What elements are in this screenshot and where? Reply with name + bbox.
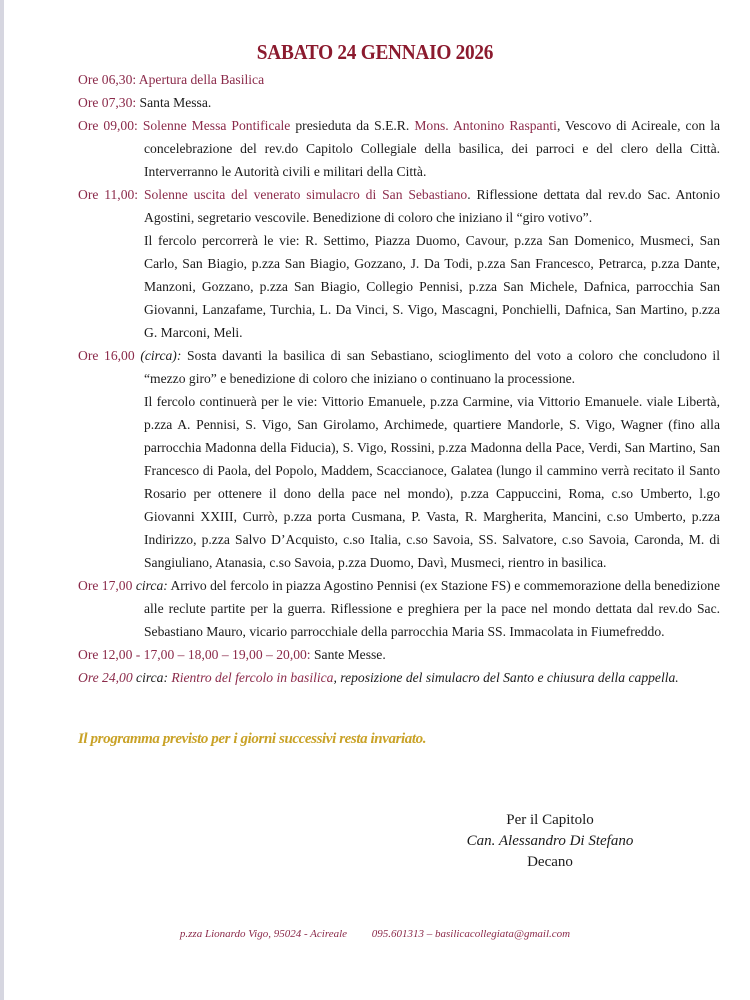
signature-line1: Per il Capitolo bbox=[506, 812, 594, 828]
entry-masses bbox=[78, 643, 720, 666]
signature-block bbox=[430, 810, 670, 873]
program-schedule bbox=[78, 68, 720, 689]
entry-text: , Vescovo di Acireale, con la concelebrazione del rev.do Capitolo Collegiale della basilica, dei parroci e del clero della Città. Interverranno le Autorità civili e militari della Città. bbox=[144, 118, 721, 179]
footer-contact: 095.601313 – basilicacollegiata@gmail.com bbox=[371, 928, 571, 940]
entry-text: presieduta da S.E.R. bbox=[295, 118, 410, 133]
entry-qualifier: (circa): bbox=[140, 348, 182, 363]
entry-qualifier: circa: bbox=[136, 670, 168, 685]
entry-highlight: Solenne Messa Pontificale bbox=[142, 118, 291, 133]
entry-text: , reposizione del simulacro del Santo e chiusura della cappella. bbox=[333, 670, 679, 685]
entry-time: Ore 07,30: bbox=[78, 95, 137, 110]
entry-1100 bbox=[78, 183, 720, 229]
entry-highlight: Solenne uscita del venerato simulacro di San Sebastiano bbox=[143, 187, 468, 202]
entry-time: Ore 09,00: bbox=[78, 118, 138, 133]
entry-0900 bbox=[78, 114, 720, 183]
entry-qualifier: circa: bbox=[135, 578, 168, 593]
entry-text: Santa Messa. bbox=[139, 95, 212, 110]
entry-highlight: Rientro del fercolo in basilica bbox=[171, 670, 334, 685]
entry-1100-route: Il fercolo percorrerà le vie: R. Settimo, Piazza Duomo, Cavour, p.zza San Domenico, Musmeci, San Carlo, San Biagio, p.zza San Biagio, Gozzano, J. Da Todi, p.zza San Francesco, Petrarca, p.zza Dante, Manzoni, Gozzano, p.zza San Biagio, Collegio Pennisi, p.zza San Michele, Dafnica, parrocchia San Giovanni, Lanzafame, Turchia, L. Da Vinci, S. Vigo, Mascagni, Ponchielli, Dafnica, San Martino, p.zza G. Marconi, Meli. bbox=[144, 233, 720, 340]
signature-name: Can. Alessandro Di Stefano bbox=[466, 833, 634, 849]
entry-2400 bbox=[78, 666, 720, 689]
entry-highlight: Apertura della Basilica bbox=[138, 72, 265, 87]
program-note: Il programma previsto per i giorni successivi resta invariato. bbox=[78, 731, 427, 747]
footer-address: p.zza Lionardo Vigo, 95024 - Acireale bbox=[179, 928, 348, 940]
entry-0630 bbox=[78, 68, 720, 91]
signature-role: Decano bbox=[527, 854, 573, 870]
entry-text: Sante Messe. bbox=[314, 647, 386, 662]
footer bbox=[0, 928, 750, 940]
entry-text: Sosta davanti la basilica di san Sebastiano, scioglimento del voto a coloro che concludono il “mezzo giro” e benedizione di coloro che iniziano o continuano la processione. bbox=[144, 348, 720, 386]
entry-time: Ore 16,00 bbox=[78, 348, 135, 363]
entry-1600-route: Il fercolo continuerà per le vie: Vittorio Emanuele, p.zza Carmine, via Vittorio Emanuele. viale Libertà, p.zza A. Pennisi, S. Vigo, San Girolamo, Archimede, quartiere Mandorle, S. Vigo, Wagner (fino alla parrocchia Madonna della Fiducia), S. Vigo, Rossini, p.zza Madonna della Pace, Verdi, San Martino, San Francesco di Paola, del Popolo, Maddem, Scaccianoce, Galatea (lungo il cammino verrà recitato il Santo Rosario per ottenere il dono della pace nel mondo), p.zza Cappuccini, Roma, c.so Umberto, l.go Giovanni XXIII, Currò, p.zza porta Cusmana, P. Vasta, R. Margherita, Mancini, c.so Umberto, p.zza Indirizzo, p.zza Salvo D’Acquisto, c.so Italia, c.so Savoia, SS. Salvatore, c.so Savoia, Caronda, M. di Sangiuliano, Atanasia, c.so Savoia, p.zza Duomo, Davì, Musmeci, rientro in basilica. bbox=[144, 394, 720, 570]
left-edge-strip bbox=[0, 0, 4, 1000]
entry-text: . Riflessione dettata dal rev.do Sac. Antonio Agostini, segretario vescovile. Benedizione di coloro che iniziano il “giro votivo”. bbox=[144, 187, 720, 225]
entry-text: Arrivo del fercolo in piazza Agostino Pennisi (ex Stazione FS) e commemorazione della benedizione alle reclute partite per la guerra. Riflessione e preghiera per la pace nel mondo dettata dal rev.do Sac. Sebastiano Mauro, vicario parrocchiale della parrocchia Maria SS. Immacolata in Fiumefreddo. bbox=[144, 578, 720, 639]
entry-time: Ore 12,00 - 17,00 – 18,00 – 19,00 – 20,00: bbox=[78, 647, 311, 662]
page-title: SABATO 24 GENNAIO 2026 bbox=[256, 40, 494, 65]
entry-time: Ore 06,30: bbox=[78, 72, 137, 87]
entry-highlight-celebrant: Mons. Antonino Raspanti bbox=[414, 118, 557, 133]
entry-0730 bbox=[78, 91, 720, 114]
entry-1600 bbox=[78, 344, 720, 390]
entry-time: Ore 17,00 bbox=[78, 578, 133, 593]
entry-time: Ore 11,00: bbox=[78, 187, 139, 202]
entry-time: Ore 24,00 bbox=[78, 670, 133, 685]
entry-1700 bbox=[78, 574, 720, 643]
